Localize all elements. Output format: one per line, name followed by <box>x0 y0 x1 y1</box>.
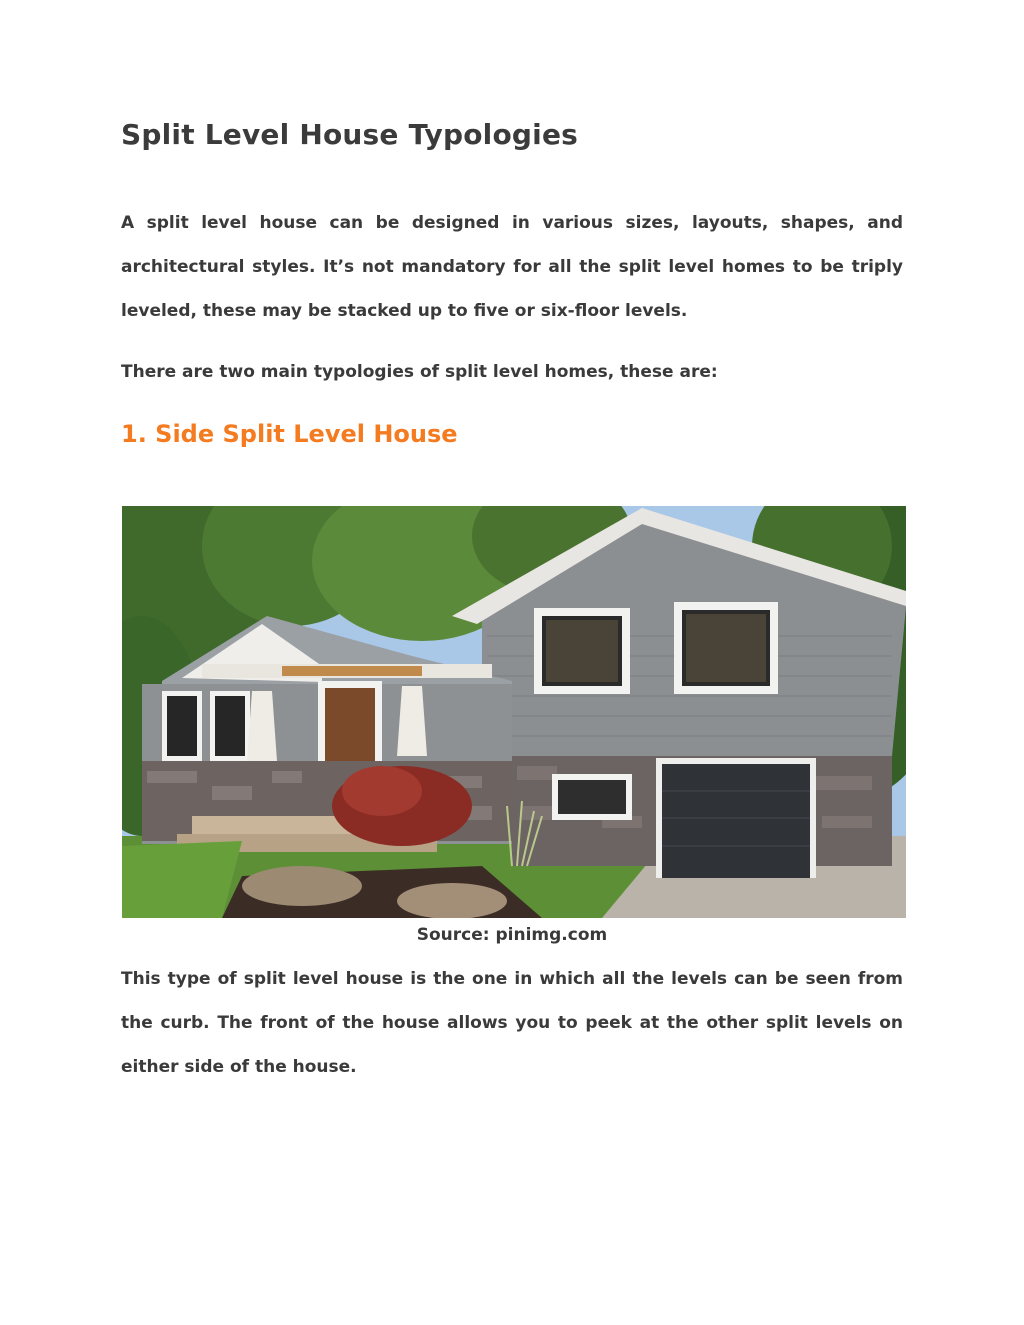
typologies-intro: There are two main typologies of split level homes, these are: <box>121 362 718 382</box>
section-heading-side-split: 1. Side Split Level House <box>121 420 458 448</box>
page-title: Split Level House Typologies <box>121 118 579 151</box>
intro-paragraph: A split level house can be designed in various sizes, layouts, shapes, and architectural styles. It’s not mandatory for all the split level homes to be triply leveled, these may be stacked up to five or six-floor levels. <box>121 213 903 321</box>
section-description: This type of split level house is the one in which all the levels can be seen from the curb. The front of the house allows you to peek at the other split levels on either side of the house. <box>121 969 903 1077</box>
house-photo <box>122 506 906 918</box>
image-caption: Source: pinimg.com <box>416 925 608 945</box>
